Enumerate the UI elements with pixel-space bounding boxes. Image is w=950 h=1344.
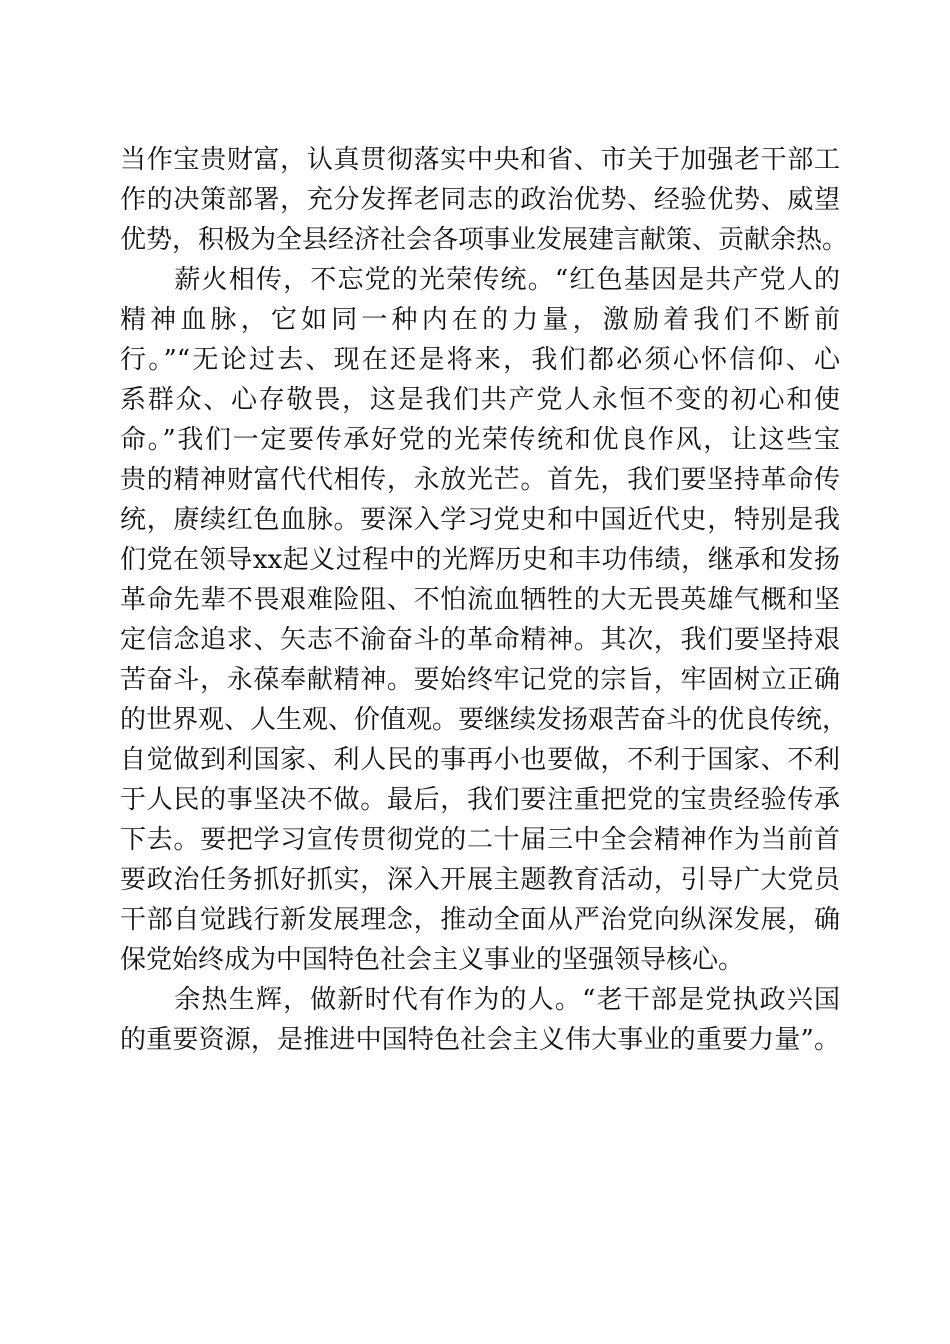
text-line: 精神血脉，它如同一种内在的力量，激励着我们不断前 (120, 305, 840, 335)
text-line: 当作宝贵财富，认真贯彻落实中央和省、市关于加强老干部工 (120, 145, 840, 175)
text-line: 下去。要把学习宣传贯彻党的二十届三中全会精神作为当前首 (120, 825, 840, 855)
paragraph-2 (120, 260, 849, 980)
text-line: 薪火相传，不忘党的光荣传统。“红色基因是共产党人的 (120, 265, 840, 295)
text-line: 贵的精神财富代代相传，永放光芒。首先，我们要坚持革命传 (120, 465, 840, 495)
text-line: 系群众、心存敬畏，这是我们共产党人永恒不变的初心和使 (120, 385, 840, 415)
text-line: 的重要资源，是推进中国特色社会主义伟大事业的重要力量”。 (120, 1025, 840, 1055)
text-line: 革命先辈不畏艰难险阻、不怕流血牺牲的大无畏英雄气概和坚 (120, 585, 840, 615)
text-line: 要政治任务抓好抓实，深入开展主题教育活动，引导广大党员 (120, 865, 840, 895)
text-line: 统，赓续红色血脉。要深入学习党史和中国近代史，特别是我 (120, 505, 840, 535)
text-line: 行。”“无论过去、现在还是将来，我们都必须心怀信仰、心 (120, 345, 840, 375)
text-line: 自觉做到利国家、利人民的事再小也要做，不利于国家、不利 (120, 745, 840, 775)
paragraph-1 (120, 140, 849, 260)
text-line: 命。”我们一定要传承好党的光荣传统和优良作风，让这些宝 (120, 425, 840, 455)
text-line: 保党始终成为中国特色社会主义事业的坚强领导核心。 (120, 945, 745, 975)
text-line: 作的决策部署，充分发挥老同志的政治优势、经验优势、威望 (120, 185, 840, 215)
text-line: 定信念追求、矢志不渝奋斗的革命精神。其次，我们要坚持艰 (120, 625, 840, 655)
paragraph-3 (120, 980, 840, 1060)
text-line: 干部自觉践行新发展理念，推动全面从严治党向纵深发展，确 (120, 905, 840, 935)
text-line: 的世界观、人生观、价值观。要继续发扬艰苦奋斗的优良传统， (120, 705, 849, 735)
text-line: 们党在领导xx起义过程中的光辉历史和丰功伟绩，继承和发扬 (120, 545, 840, 575)
text-line: 苦奋斗，永葆奉献精神。要始终牢记党的宗旨，牢固树立正确 (120, 665, 840, 695)
text-line: 余热生辉，做新时代有作为的人。“老干部是党执政兴国 (120, 985, 840, 1015)
text-line: 优势，积极为全县经济社会各项事业发展建言献策、贡献余热。 (120, 225, 849, 255)
text-line: 于人民的事坚决不做。最后，我们要注重把党的宝贵经验传承 (120, 785, 840, 815)
document-body (120, 140, 849, 1060)
